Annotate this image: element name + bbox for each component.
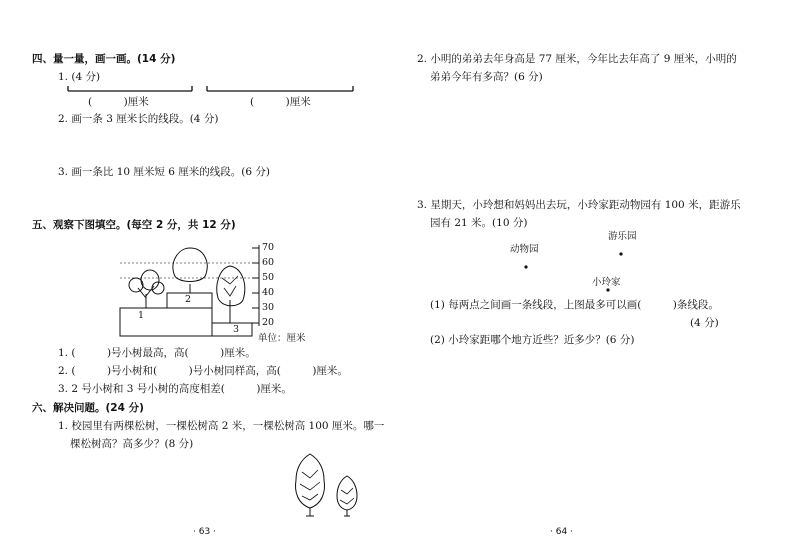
question-5-3: 3. 2 号小树和 3 号小树的高度相差( )厘米。 bbox=[58, 383, 292, 395]
page-number-right: · 64 · bbox=[550, 527, 573, 537]
box-label-2: 2 bbox=[185, 294, 192, 305]
section-6-title: 六、解决问题。(24 分) bbox=[32, 402, 144, 414]
question-r3-line-1: 3. 星期天，小玲想和妈妈出去玩，小玲家距动物园有 100 米，距游乐 bbox=[417, 199, 741, 211]
section-5-title: 五、观察下图填空。(每空 2 分，共 12 分) bbox=[32, 219, 236, 231]
axis-tick-60: 60 bbox=[262, 257, 275, 268]
place-zoo-label: 动物园 bbox=[510, 244, 539, 255]
question-5-1: 1. ( )号小树最高，高( )厘米。 bbox=[58, 347, 256, 359]
question-5-2: 2. ( )号小树和( )号小树同样高，高( )厘米。 bbox=[58, 365, 348, 377]
box-label-3: 3 bbox=[233, 324, 240, 335]
question-r3-sub-1-score: (4 分) bbox=[690, 317, 719, 329]
place-home-label: 小玲家 bbox=[592, 277, 621, 288]
page-number-left: · 63 · bbox=[193, 527, 216, 537]
measure-segment-2 bbox=[207, 85, 357, 95]
pine-trees-illustration bbox=[290, 452, 370, 522]
question-r3-sub-1: (1) 每两点之间画一条线段，上图最多可以画( )条线段。 bbox=[430, 299, 719, 311]
question-4-3: 3. 画一条比 10 厘米短 6 厘米的线段。(6 分) bbox=[58, 166, 270, 178]
question-6-1-line-2: 棵松树高？高多少？(8 分) bbox=[70, 438, 194, 450]
axis-tick-30: 30 bbox=[262, 302, 275, 313]
axis-tick-50: 50 bbox=[262, 272, 275, 283]
question-r3-sub-2: (2) 小玲家距哪个地方近些？近多少？(6 分) bbox=[430, 334, 635, 346]
axis-tick-70: 70 bbox=[262, 242, 275, 253]
section-4-title: 四、量一量，画一画。(14 分) bbox=[32, 53, 176, 65]
tree-3-icon bbox=[217, 266, 245, 323]
place-park-label: 游乐园 bbox=[608, 231, 637, 242]
question-r2-line-1: 2. 小明的弟弟去年身高是 77 厘米，今年比去年高了 9 厘米，小明的 bbox=[417, 53, 737, 65]
point-zoo bbox=[524, 265, 527, 268]
answer-blank-segment-1[interactable]: ( )厘米 bbox=[88, 96, 149, 108]
chart-unit: 单位：厘米 bbox=[258, 333, 306, 344]
point-park bbox=[619, 252, 622, 255]
question-r3-line-2: 园有 21 米。(10 分) bbox=[430, 217, 528, 229]
answer-blank-segment-2[interactable]: ( )厘米 bbox=[250, 96, 311, 108]
question-r2-line-2: 弟弟今年有多高？(6 分) bbox=[430, 71, 543, 83]
axis-tick-40: 40 bbox=[262, 287, 275, 298]
axis-tick-20: 20 bbox=[262, 317, 275, 328]
map-points bbox=[500, 240, 650, 300]
question-4-2: 2. 画一条 3 厘米长的线段。(4 分) bbox=[58, 113, 219, 125]
tree-height-figure bbox=[112, 238, 312, 343]
box-label-1: 1 bbox=[138, 310, 145, 321]
question-6-1-line-1: 1. 校园里有两棵松树，一棵松树高 2 米，一棵松树高 100 厘米。哪一 bbox=[58, 420, 385, 432]
tree-2-icon bbox=[173, 248, 207, 293]
question-4-1: 1. (4 分) bbox=[58, 71, 101, 83]
measure-segment-1 bbox=[68, 85, 198, 95]
tree-1-icon bbox=[129, 270, 164, 308]
